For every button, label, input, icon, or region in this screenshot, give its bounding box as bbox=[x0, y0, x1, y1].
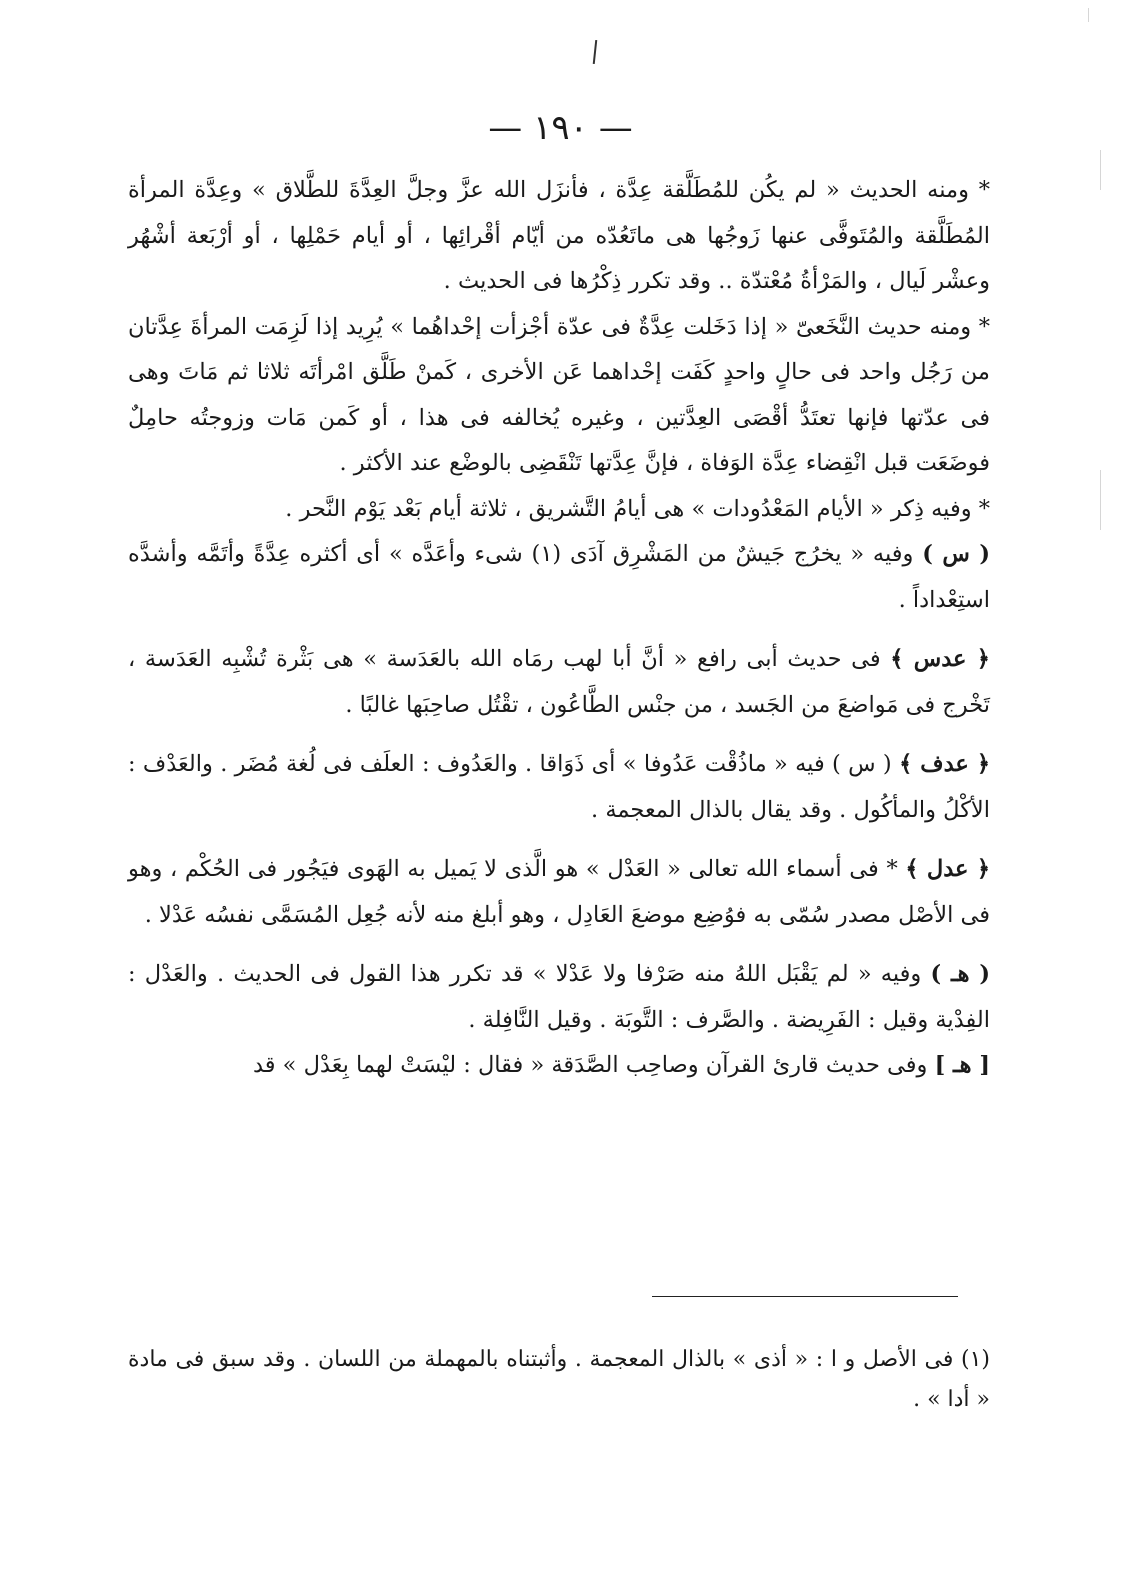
entry-headword: ﴿ عدل ﴾ bbox=[905, 856, 991, 882]
source-marker: ( س ) bbox=[922, 541, 990, 567]
footnote-divider bbox=[652, 1296, 958, 1297]
source-marker: [ هـ ] bbox=[934, 1052, 990, 1078]
entry-adaf bbox=[128, 742, 990, 833]
scan-edge-mark bbox=[1100, 470, 1101, 530]
paragraph-text: ( س ) فيه « ماذُقْت عَدُوفا » أى ذَوَاقا . والعَدُوف : العلَف فى لُغة مُضَر . والعَدْف : الأكْلُ والمأكُول . وقد يقال بالذال المعجمة . bbox=[128, 751, 990, 823]
top-margin-mark bbox=[593, 40, 597, 64]
paragraph-9 bbox=[128, 1043, 990, 1089]
page-number: — ١٩٠ — bbox=[488, 108, 633, 148]
scan-edge-mark bbox=[1088, 8, 1089, 22]
paragraph-2 bbox=[128, 305, 990, 487]
source-marker: ( هـ ) bbox=[930, 961, 990, 987]
entry-adl bbox=[128, 847, 990, 938]
paragraph-8 bbox=[128, 952, 990, 1043]
scan-edge-mark bbox=[1100, 150, 1101, 190]
footnote bbox=[128, 1340, 990, 1420]
paragraph-text: فى حديث أبى رافع « أنَّ أبا لهب رمَاه الله بالعَدَسة » هى بَثْرة تُشْبِه العَدَسة ، تَخْرج فى مَواضعَ من الجَسد ، من جنْس الطَّاعُون ، تقْتُل صاحِبَها غالبًا . bbox=[128, 646, 990, 718]
paragraph-text: * وفيه ذِكر « الأيام المَعْدُودات » هى أيامُ التَّشريق ، ثلاثة أيام بَعْد يَوْم النَّحر . bbox=[285, 495, 990, 522]
entry-headword: ﴿ عدس ﴾ bbox=[890, 646, 990, 672]
paragraph-text: وفيه « يخرُج جَيشٌ من المَشْرِق آدَى (١) شىء وأعَدَّه » أى أكثره عِدَّةً وأتَمَّه وأشدَّه استِعْداداً . bbox=[128, 541, 990, 613]
entry-headword: ﴿ عدف ﴾ bbox=[899, 751, 991, 777]
paragraph-1 bbox=[128, 168, 990, 305]
paragraph-text: وفى حديث قارئ القرآن وصاحِب الصَّدَقة « فقال : ليْسَتْ لهما بِعَدْل » قد bbox=[252, 1052, 928, 1078]
paragraph-4 bbox=[128, 532, 990, 623]
paragraph-text: * ومنه حديث النَّخَعىّ « إذا دَخَلت عِدَّةٌ فى عدّة أجْزأت إحْداهُما » يُرِيد إذا لَزِمَت المرأةَ عِدَّتان من رَجُل واحد فى حالٍ واحدٍ كَفَت إحْداهما عَن الأخرى ، كَمنْ طَلَّق امْرأتَه ثلاثا ثم مَاتَ وهى فى عدّتها فإنها تعتَدُّ أقْصَى العِدَّتين ، وغيره يُخالفه فى هذا ، أو كَمن مَات وزوجتُه حامِلٌ فوضَعَت قبل انْقِضاء عِدَّة الوَفاة ، فإنَّ عِدَّتها تَنْقَضِى بالوضْع عند الأكثر . bbox=[128, 313, 990, 476]
paragraph-3 bbox=[128, 487, 990, 533]
paragraph-text: وفيه « لم يَقْبَل اللهُ منه صَرْفا ولا عَدْلا » قد تكرر هذا القول فى الحديث . والعَدْل : الفِدْية وقيل : الفَرِيضة . والصَّرف : التَّوبَة . وقيل النَّافِلة . bbox=[128, 961, 990, 1033]
paragraph-text: * فى أسماء الله تعالى « العَدْل » هو الَّذى لا يَميل به الهَوى فيَجُور فى الحُكْم ، وهو فى الأصْل مصدر سُمّى به فوُضِع موضعَ العَادِل ، وهو أبلغ منه لأنه جُعِل المُسَمَّى نفسُه عَدْلا . bbox=[128, 856, 990, 928]
footnote-text: (١) فى الأصل و ا : « أذى » بالذال المعجمة . وأثبتناه بالمهملة من اللسان . وقد سبق فى مادة « أدا » . bbox=[128, 1347, 990, 1412]
main-text bbox=[128, 168, 990, 1089]
entry-adas bbox=[128, 637, 990, 728]
paragraph-text: * ومنه الحديث « لم يكُن للمُطَلَّقة عِدَّة ، فأنزَل الله عزَّ وجلَّ العِدَّةَ للطَّلاق » وعِدَّة المرأة المُطَلَّقة والمُتَوفَّى عنها زَوجُها هى ماتَعُدّه من أيّام أقْرائِها ، أو أيام حَمْلِها ، أو أرْبَعة أشْهُر وعشْر لَيال ، والمَرْأةُ مُعْتدّة .. وقد تكرر ذِكْرُها فى الحديث . bbox=[128, 177, 990, 294]
